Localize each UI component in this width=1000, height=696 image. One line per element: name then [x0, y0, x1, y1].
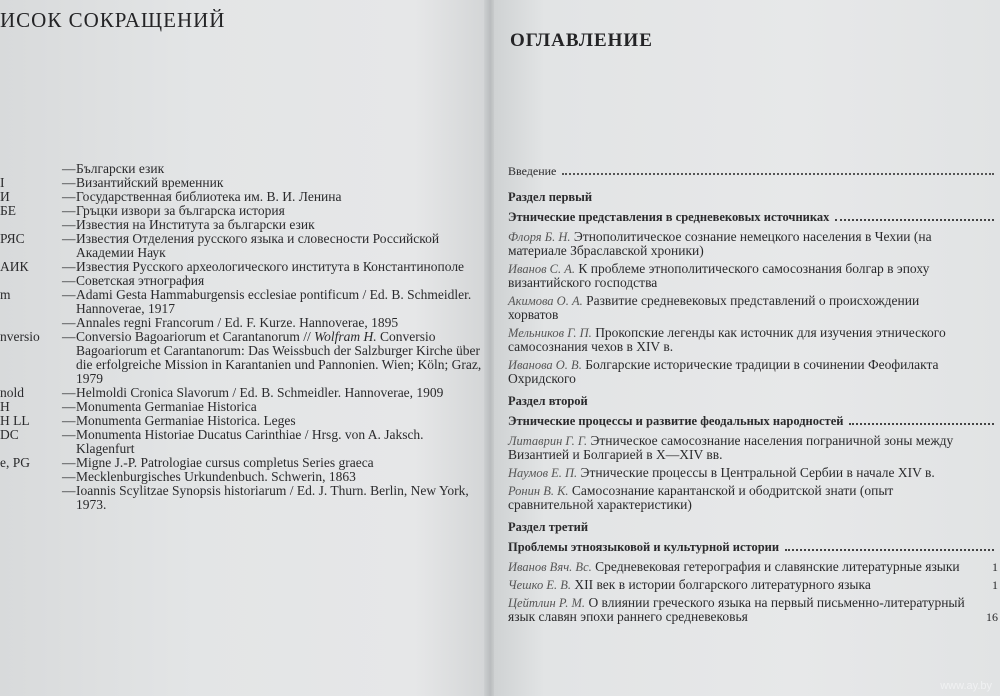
section-label: Раздел второй: [508, 394, 588, 408]
abbreviation-definition: Советская этнография: [76, 273, 205, 288]
dash: —: [62, 161, 76, 176]
toc-entry: [508, 230, 998, 258]
toc-entry: [508, 596, 998, 624]
definition-part: Conversio Bagoariorum et Carantanorum //: [76, 329, 315, 344]
abbreviation-term: nversio: [0, 329, 40, 344]
abbreviation-term: И: [0, 189, 10, 204]
abbreviation-entry: [0, 260, 484, 274]
entry-author: Цейтлин Р. М.: [508, 596, 586, 610]
abbreviation-definition: Ioannis Scylitzae Synopsis historiarum / Ed. J. Thurn. Berlin, New York, 1973.: [76, 483, 469, 512]
toc-entry: [508, 294, 998, 322]
abbreviation-definition: Византийский временник: [76, 175, 224, 190]
dash: —: [62, 399, 76, 414]
section-label: Раздел первый: [508, 190, 593, 204]
abbreviation-term: m: [0, 287, 11, 302]
abbreviation-definition: Mecklenburgisches Urkundenbuch. Schwerin, 1863: [76, 469, 356, 484]
definition-part: Conversio Bagoariorum et Carantanorum: Das Weissbuch der Salzburger Kirche über die erfolgreiche Mission in Karantanien und Pannonien. Wien; Köln; Graz, 1979: [76, 329, 482, 386]
dash: —: [62, 329, 76, 344]
watermark: www.ay.by: [940, 680, 992, 692]
dot-leader: [849, 423, 994, 425]
abbreviation-definition: Migne J.-P. Patrologiae cursus completus Series graeca: [76, 455, 374, 470]
entry-author: Наумов Е. П.: [508, 466, 578, 480]
abbreviation-term: H: [0, 399, 10, 414]
entry-author: Иванов Вяч. Вс.: [508, 560, 592, 574]
abbreviation-definition: Гръцки извори за българска история: [76, 203, 285, 218]
dash: —: [62, 427, 76, 442]
abbreviation-entry: [0, 232, 484, 260]
abbreviation-entry: [0, 274, 484, 288]
intro-label: Введение: [508, 164, 557, 178]
entry-author: Флоря Б. Н.: [508, 230, 571, 244]
entry-title: Развитие средневековых представлений о происхождении хорватов: [508, 293, 920, 322]
dash: —: [62, 217, 76, 232]
entry-title: Прокопские легенды как источник для изучения этнического самосознания чехов в XIV в.: [508, 325, 946, 354]
abbreviation-definition: Известия на Института за български език: [76, 217, 315, 232]
entry-title: Самосознание карантанской и ободритской знати (опыт сравнительной характеристики): [508, 483, 894, 512]
dot-leader: [835, 219, 994, 221]
abbreviation-definition: [76, 330, 484, 386]
entry-title: Болгарские исторические традиции в сочинении Феофилакта Охридского: [508, 357, 939, 386]
abbreviations-list: [0, 162, 484, 512]
abbreviation-entry: [0, 386, 484, 400]
abbreviation-entry: [0, 470, 484, 484]
abbreviation-entry: [0, 428, 484, 456]
dash: —: [62, 483, 76, 498]
abbreviation-entry: [0, 218, 484, 232]
dash: —: [62, 273, 76, 288]
abbreviation-term: nold: [0, 385, 25, 400]
entry-author: Иванова О. В.: [508, 358, 582, 372]
entry-page-number: 1: [992, 560, 998, 574]
abbreviation-term: I: [0, 175, 5, 190]
dash: —: [62, 231, 76, 246]
abbreviation-definition: Helmoldi Cronica Slavorum / Ed. B. Schmeidler. Hannoverae, 1909: [76, 385, 444, 400]
dash: —: [62, 203, 76, 218]
entry-page-number: 1: [992, 578, 998, 592]
dash: —: [62, 469, 76, 484]
section-subtitle-text: Проблемы этноязыковой и культурной истории: [508, 540, 780, 554]
dot-leader: [785, 549, 994, 551]
left-page: [0, 0, 488, 696]
abbreviation-entry: [0, 414, 484, 428]
entry-author: Литаврин Г. Г.: [508, 434, 588, 448]
right-page: [494, 0, 1000, 696]
section-subtitle: [508, 538, 998, 556]
section-subtitle-text: Этнические процессы и развитие феодальных народностей: [508, 414, 844, 428]
abbreviation-entry: [0, 190, 484, 204]
dash: —: [62, 175, 76, 190]
toc-entry: [508, 434, 998, 462]
dot-leader: [562, 173, 994, 175]
abbreviation-definition: Annales regni Francorum / Ed. F. Kurze. Hannoverae, 1895: [76, 315, 399, 330]
abbreviation-definition: Государственная библиотека им. В. И. Ленина: [76, 189, 342, 204]
abbreviation-entry: [0, 316, 484, 330]
toc-entry: [508, 578, 998, 592]
entry-title: О влиянии греческого языка на первый письменно-литературный язык славян эпохи раннего средневековья: [508, 595, 965, 624]
contents-title: ОГЛАВЛЕНИЕ: [510, 30, 653, 51]
entry-page-number: 16: [986, 610, 998, 624]
abbreviation-definition: Известия Русского археологического института в Константинополе: [76, 259, 465, 274]
dash: —: [62, 413, 76, 428]
entry-title: Этническое самосознание населения пограничной зоны между Византией и Болгарией в X—XIV вв.: [508, 433, 954, 462]
abbreviation-definition: Известия Отделения русского языка и словесности Российской Академии Наук: [76, 231, 440, 260]
dash: —: [62, 385, 76, 400]
section-subtitle: [508, 208, 998, 226]
entry-title: Этнические процессы в Центральной Сербии в начале XIV в.: [580, 465, 935, 480]
entry-title: Средневековая гетерография и славянские литературные языки: [595, 559, 960, 574]
toc-entry: [508, 466, 998, 480]
section-subtitle-text: Этнические представления в средневековых источниках: [508, 210, 830, 224]
toc-intro-line: [508, 160, 998, 182]
abbreviations-title: ИСОК СОКРАЩЕНИЙ: [0, 8, 226, 32]
toc-entry: [508, 484, 998, 512]
abbreviation-entry: [0, 330, 484, 386]
abbreviation-definition: Monumenta Historiae Ducatus Carinthiae / Hrsg. von A. Jaksch. Klagenfurt: [76, 427, 424, 456]
abbreviation-term: РЯС: [0, 231, 25, 246]
table-of-contents: [508, 160, 998, 624]
abbreviation-entry: [0, 484, 484, 512]
dash: —: [62, 455, 76, 470]
abbreviation-entry: [0, 204, 484, 218]
entry-author: Иванов С. А.: [508, 262, 575, 276]
toc-entry: [508, 560, 998, 574]
abbreviation-definition: Monumenta Germaniae Historica. Leges: [76, 413, 296, 428]
dash: —: [62, 259, 76, 274]
toc-entry: [508, 358, 998, 386]
toc-entry: [508, 326, 998, 354]
abbreviation-term: АИК: [0, 259, 29, 274]
definition-italic-author: Wolfram H.: [314, 329, 377, 344]
toc-entry: [508, 262, 998, 290]
abbreviation-term: e, PG: [0, 455, 30, 470]
section-subtitle: [508, 412, 998, 430]
entry-author: Ронин В. К.: [508, 484, 569, 498]
entry-title: XII век в истории болгарского литературного языка: [574, 577, 871, 592]
section-label: Раздел третий: [508, 520, 589, 534]
abbreviation-entry: [0, 162, 484, 176]
abbreviation-entry: [0, 288, 484, 316]
abbreviation-term: H LL: [0, 413, 30, 428]
abbreviation-term: БЕ: [0, 203, 16, 218]
entry-title: Этнополитическое сознание немецкого населения в Чехии (на материале Збраславской хроники): [508, 229, 932, 258]
abbreviation-entry: [0, 400, 484, 414]
dash: —: [62, 315, 76, 330]
abbreviation-definition: Adami Gesta Hammaburgensis ecclesiae pontificum / Ed. B. Schmeidler. Hannoverae, 1917: [76, 287, 472, 316]
abbreviation-entry: [0, 456, 484, 470]
entry-author: Чешко Е. В.: [508, 578, 571, 592]
abbreviation-entry: [0, 176, 484, 190]
entry-title: К проблеме этнополитического самосознания болгар в эпоху византийского господства: [508, 261, 930, 290]
entry-author: Акимова О. А.: [508, 294, 583, 308]
dash: —: [62, 189, 76, 204]
abbreviation-definition: Български език: [76, 161, 165, 176]
entry-author: Мельников Г. П.: [508, 326, 592, 340]
abbreviation-term: DC: [0, 427, 19, 442]
dash: —: [62, 287, 76, 302]
abbreviation-definition: Monumenta Germaniae Historica: [76, 399, 257, 414]
